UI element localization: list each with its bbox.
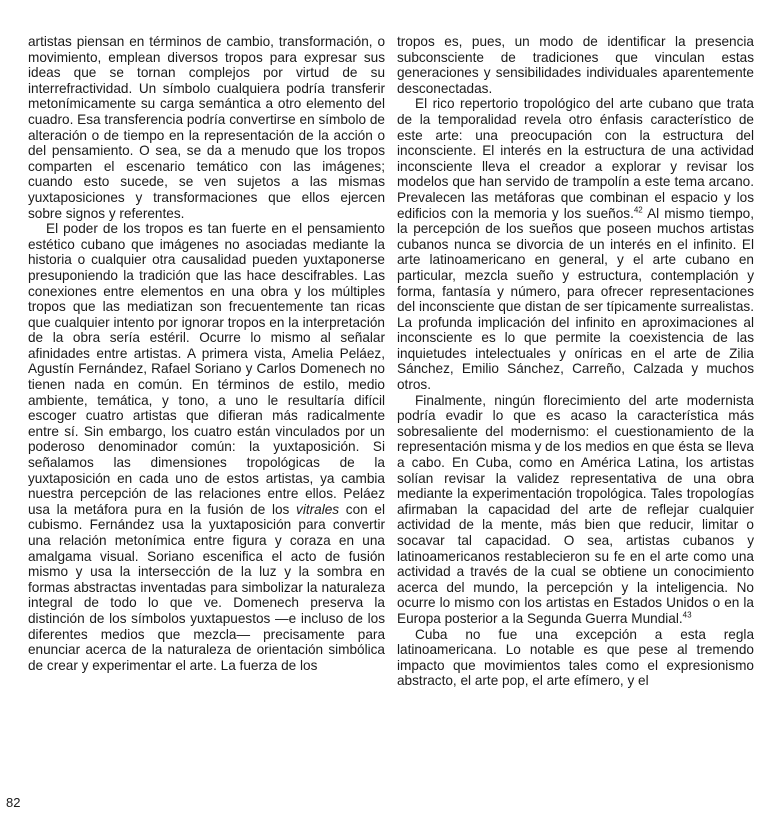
footnote-ref: 42 (633, 205, 643, 214)
page-number: 82 (6, 795, 21, 810)
right-text-column (397, 34, 754, 689)
paragraph: Cuba no fue una excepción a esta regla latinoamericana. Lo notable es que pese al tremendo impacto que movimientos tales como el expresionismo abstracto, el arte pop, el arte efímero, y el (397, 626, 754, 689)
paragraph: tropos es, pues, un modo de identificar la presencia subconsciente de tradiciones que vinculan estas generaciones y sensibilidades individuales aparentemente desconectadas. (397, 34, 754, 96)
paragraph: El poder de los tropos es tan fuerte en el pensamiento estético cubano que imágenes no asociadas mediante la historia o cualquier otra causalidad pueden yuxtaponerse presuponiendo la tradición que las hace descifrables. Las conexiones entre elementos en una obra y los múltiples tropos que las mediatizan son frecuentemente tan ricas que cualquier intento por ignorar tropos en la interpretación de la obra sería estéril. Ocurre lo mismo al señalar afinidades entre artistas. A primera vista, Amelia Peláez, Agustín Fernández, Rafael Soriano y Carlos Domenech no tienen nada en común. En términos de estilo, medio ambiente, temática, y tono, a uno le resultaría difícil escoger cuatro artistas que difieran más radicalmente entre sí. Sin embargo, los cuatro están vinculados por un poderoso denominador común: la yuxtaposición. Si señalamos las dimensiones tropológicas de la yuxtaposición en cada uno de estos artistas, ya cambia nuestra percepción de las relaciones entre ellos. Peláez usa la metáfora pura en la fusión de los vitrales con el cubismo. Fernández usa la yuxtaposición para convertir una relación metonímica entre figura y coraza en una amalgama visual. Soriano escenifica el acto de fusión mismo y usa la intersección de la luz y la sombra en formas abstractas inventadas para simbolizar la naturaleza integral de todo lo que ve. Domenech preserva la distinción de los símbolos yuxtapuestos —e incluso de los diferentes medios que mezcla— precisamente para enunciar acerca de la naturaleza de orientación simbólica de crear y experimentar el arte. La fuerza de los (28, 221, 385, 673)
paragraph: artistas piensan en términos de cambio, transformación, o movimiento, emplean diversos tropos para expresar sus ideas que se tornan complejos por virtud de su interrefractividad. Un símbolo cualquiera podría transferir metonímicamente su carga semántica a otro elemento del cuadro. Esa transferencia podría convertirse en símbolo de alteración o de tiempo en la representación de la acción o del pensamiento. O sea, se da a menudo que los tropos comparten el escenario temático con las imágenes; cuando esto sucede, se ven sujetos a las mismas yuxtaposiciones y transformaciones que ellos ejercen sobre signos y referentes. (28, 34, 385, 221)
italic-term: vitrales (296, 501, 340, 517)
left-text-column (28, 34, 385, 673)
paragraph: Finalmente, ningún florecimiento del arte modernista podría evadir lo que es acaso la característica más sobresaliente del modernismo: el cuestionamiento de la representación misma y de los medios en que ésta se lleva a cabo. En Cuba, como en América Latina, los artistas solían revisar la validez representativa de una obra mediante la experimentación tropológica. Tales tropologías afirmaban la capacidad del arte de reflejar cualquier actividad de la mente, más bien que reducir, limitar o socavar tal capacidad. O sea, artistas cubanos y latinoamericanos restablecieron su fe en el arte como una actividad a través de la cual se obtiene un conocimiento acerca del mundo, la percepción y la inteligencia. No ocurre lo mismo con los artistas en Estados Unidos o en la Europa posterior a la Segunda Guerra Mundial.$^{43}$ (397, 392, 754, 626)
footnote-ref: 43 (682, 610, 692, 620)
paragraph: El rico repertorio tropológico del arte cubano que trata de la temporalidad revela otro énfasis característico de este arte: una preocupación con la estructura del inconsciente. El interés en la estructura de una actividad inconsciente lleva el creador a explorar y revisar los modelos que han servido de trampolín a este tema arcano. Prevalecen las metáforas que combinan el espacio y los edificios con la memoria y los sueños.$^{42}$ Al mismo tiempo, la percepción de los sueños que poseen muchos artistas cubanos nunca se divorcia de un interés en el infinito. El arte latinoamericano en general, y el arte cubano en particular, mezcla sueño y estructura, contemplación y forma, fantasía y número, para ofrecer representaciones del inconsciente que distan de ser típicamente surrealistas. La profunda implicación del infinito en aproximaciones al inconsciente es lo que permite la coexistencia de las inquietudes intelectuales y oníricas en el arte de Zilia Sánchez, Emilio Sánchez, Carreño, Calzada y muchos otros. (397, 96, 754, 393)
